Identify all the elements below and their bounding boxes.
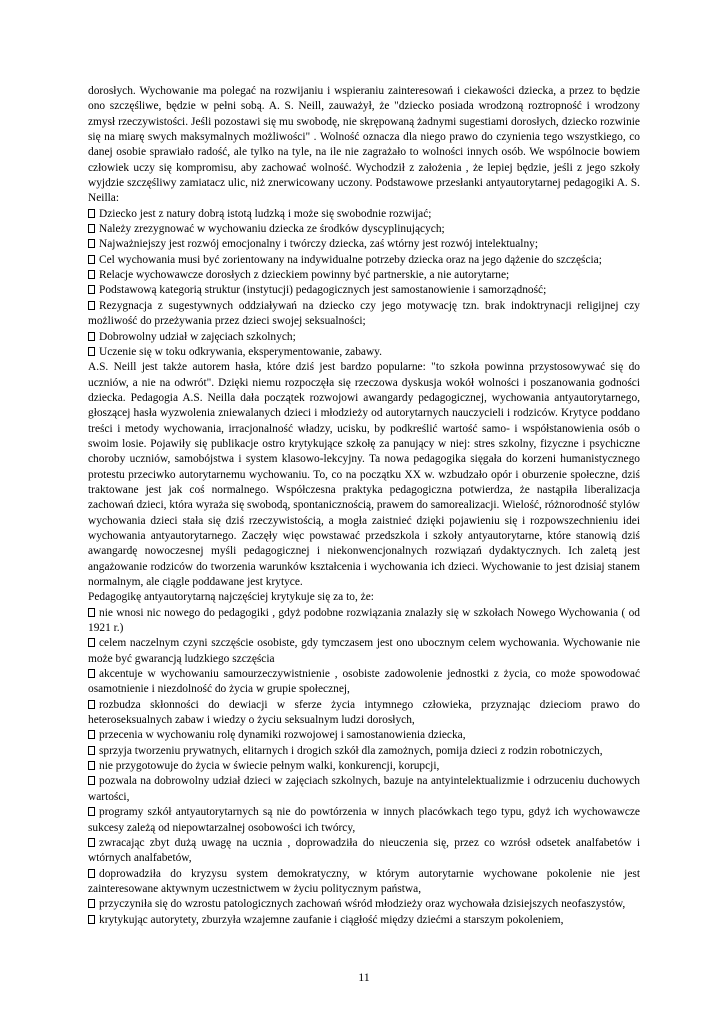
list-item: Dziecko jest z natury dobrą istotą ludzką i może się swobodnie rozwijać; [88, 207, 640, 222]
bullet-square-icon [88, 776, 95, 785]
main-paragraph: A.S. Neill jest także autorem hasła, które dziś jest bardzo popularne: "to szkoła powinna przystosowywać się do uczniów, a nie na odwrót". Dzięki niemu rozpoczęła się rzeczowa dyskusja wokół wolności i poszanowania godności dziecka. Pedagogia A.S. Neilla dała początek rozwojowi awangardy pedagogicznej, wychowania antyautorytarnego, głoszącej hasła wyzwolenia zniewalanych dzieci i młodzieży od autorytarnych nauczycieli i rodziców. Krytyce poddano treści i metody wychowania, irracjonalność władzy, ucisku, by podkreślić wartość samo- i współstanowienia osób o swoim losie. Pojawiły się publikacje ostro krytykujące szkołę za panujący w niej: stres szkolny, fizyczne i psychiczne choroby uczniów, samobójstwa i system klasowo-lekcyjny. Ta nowa pedagogika sięgała do korzeni humanistycznego protestu przeciwko autorytarnemu wychowaniu. To, co na początku XX w. wzbudzało opór i oburzenie społeczne, dziś traktowane jest jak coś normalnego. Współczesna praktyka pedagogiczna potwierdza, że nastąpiła liberalizacja zachowań dzieci, która wyraża się swobodą, spontanicznością, prawem do samorealizacji. Wielość, różnorodność stylów wychowania dzieci stała się dziś rzeczywistością, a mogła zaistnieć dzięki pojawieniu się i rozpowszechnieniu idei wychowania antyautorytarnego. Zaczęły więc powstawać przedszkola i szkoły antyautorytarne, które stanowią dziś awangardę nowoczesnej myśli pedagogicznej i niekonwencjonalnych rozwiązań dydaktycznych. Ich zaletą jest angażowanie rodziców do tworzenia warunków kształcenia i wychowania ich dzieci. Wychowanie to jest dzisiaj stanem normalnym, ale ciągle poddawane jest krytyce. [88, 361, 640, 588]
bullet-square-icon [88, 270, 95, 279]
bullet-square-icon [88, 224, 95, 233]
bullet-square-icon [88, 761, 95, 770]
list-item: Należy zrezygnować w wychowaniu dziecka ze środków dyscyplinujących; [88, 222, 640, 237]
list-item: nie wnosi nic nowego do pedagogiki , gdyż podobne rozwiązania znalazły się w szkołach Nowego Wychowania ( od 1921 r.) [88, 606, 640, 635]
bullet-square-icon [88, 669, 95, 678]
principles-list [88, 207, 640, 360]
list-item: programy szkół antyautorytarnych są nie do powtórzenia w innych placówkach tego typu, gdyż ich wychowawcze sukcesy zależą od niepowtarzalnej osobowości ich twórcy, [88, 806, 640, 834]
list-item: sprzyja tworzeniu prywatnych, elitarnych i drogich szkół dla zamożnych, pomija dzieci z rodzin robotniczych, [88, 744, 640, 759]
list-item: krytykując autorytety, zburzyła wzajemne zaufanie i ciągłość między dziećmi a starszym pokoleniem, [88, 913, 640, 928]
list-item: przecenia w wychowaniu rolę dynamiki rozwojowej i samostanowienia dziecka, [88, 728, 640, 743]
intro-paragraph: dorosłych. Wychowanie ma polegać na rozwijaniu i wspieraniu zainteresowań i ciekawości dziecka, a przez to będzie ono szczęśliwe, będzie w pełni sobą. A. S. Neill, zauważył, że "dziecko posiada wrodzoną roztropność i wrodzony zmysł rzeczywistości. Jeśli pozostawi się mu swobodę, nie skrępowaną żadnymi sugestiami dorosłych, dziecko rozwinie się na miarę swych maksymalnych możliwości" . Wolność oznacza dla niego prawo do czynienia tego wszystkiego, co danej osobie sprawiało radość, ale tylko na tyle, na ile nie zagrażało to wolności innych osób. We wspólnocie bowiem człowiek uczy się kompromisu, aby zachować wolność. Wychodził z założenia , że lepiej będzie, jeśli z jego szkoły wyjdzie szczęśliwy zamiatacz ulic, niż znerwicowany uczony. Podstawowe przesłanki antyautorytarnej pedagogiki A. S. Neilla: [88, 85, 640, 205]
bullet-square-icon [88, 915, 95, 924]
criticisms-list [88, 606, 640, 928]
bullet-square-icon [88, 700, 95, 709]
bullet-square-icon [88, 239, 95, 248]
bullet-square-icon [88, 301, 95, 310]
list-item: nie przygotowuje do życia w świecie pełnym walki, konkurencji, korupcji, [88, 759, 640, 774]
list-item: Rezygnacja z sugestywnych oddziaływań na dziecko czy jego motywację tzn. brak indoktrynacji religijnej czy możliwość do przeżywania przez dzieci swojej seksualności; [88, 299, 640, 328]
list-item: zwracając zbyt dużą uwagę na ucznia , doprowadziła do nieuczenia się, przez co wzrósł odsetek analfabetów i wtórnych analfabetów, [88, 836, 640, 865]
bullet-square-icon [88, 608, 95, 617]
list-item: Podstawową kategorią struktur (instytucji) pedagogicznych jest samostanowienie i samorządność; [88, 283, 640, 298]
page-body [88, 84, 640, 928]
list-item: pozwala na dobrowolny udział dzieci w zajęciach szkolnych, bazuje na antyintelektualizmie i odrzuceniu duchowych wartości, [88, 775, 640, 803]
page-number: 11 [358, 970, 370, 984]
list-item: Relacje wychowawcze dorosłych z dzieckiem powinny być partnerskie, a nie autorytarne; [88, 268, 640, 283]
bullet-square-icon [88, 899, 95, 908]
list-item: Dobrowolny udział w zajęciach szkolnych; [88, 330, 640, 345]
bullet-square-icon [88, 209, 95, 218]
list-item: rozbudza skłonności do dewiacji w sferze życia intymnego człowieka, przyznając dzieciom prawo do heteroseksualnych zabaw i wiedzy o życiu seksualnym ludzi dorosłych, [88, 698, 640, 727]
bullet-square-icon [88, 332, 95, 341]
list-item: przyczyniła się do wzrostu patologicznych zachowań wśród młodzieży oraz wychowała dzisiejszych neofaszystów, [88, 897, 640, 912]
bullet-square-icon [88, 347, 95, 356]
bullet-square-icon [88, 807, 95, 816]
list-item: Najważniejszy jest rozwój emocjonalny i twórczy dziecka, zaś wtórny jest rozwój intelektualny; [88, 237, 640, 252]
bullet-square-icon [88, 255, 95, 264]
bullet-square-icon [88, 746, 95, 755]
list-item: celem naczelnym czyni szczęście osobiste, gdy tymczasem jest ono ubocznym celem wychowania. Wychowanie nie może być gwarancją ludzkiego szczęścia [88, 637, 640, 665]
list-item: Uczenie się w toku odkrywania, eksperymentowanie, zabawy. [88, 345, 640, 360]
list-item: doprowadziła do kryzysu system demokratyczny, w którym autorytarnie wychowane pokolenie nie jest zainteresowane aktywnym uczestnictwem w życiu politycznym państwa, [88, 867, 640, 895]
bullet-square-icon [88, 285, 95, 294]
list-item: akcentuje w wychowaniu samourzeczywistnienie , osobiste zadowolenie jednostki z życia, co może spowodować osamotnienie i niezdolność do życia w grupie społecznej, [88, 668, 640, 696]
bullet-square-icon [88, 730, 95, 739]
list-item: Cel wychowania musi być zorientowany na indywidualne potrzeby dziecka oraz na jego dążenie do szczęścia; [88, 253, 640, 268]
bullet-square-icon [88, 638, 95, 647]
bullet-square-icon [88, 869, 95, 878]
bullet-square-icon [88, 838, 95, 847]
criticism-intro: Pedagogikę antyautorytarną najczęściej krytykuje się za to, że: [88, 591, 374, 604]
